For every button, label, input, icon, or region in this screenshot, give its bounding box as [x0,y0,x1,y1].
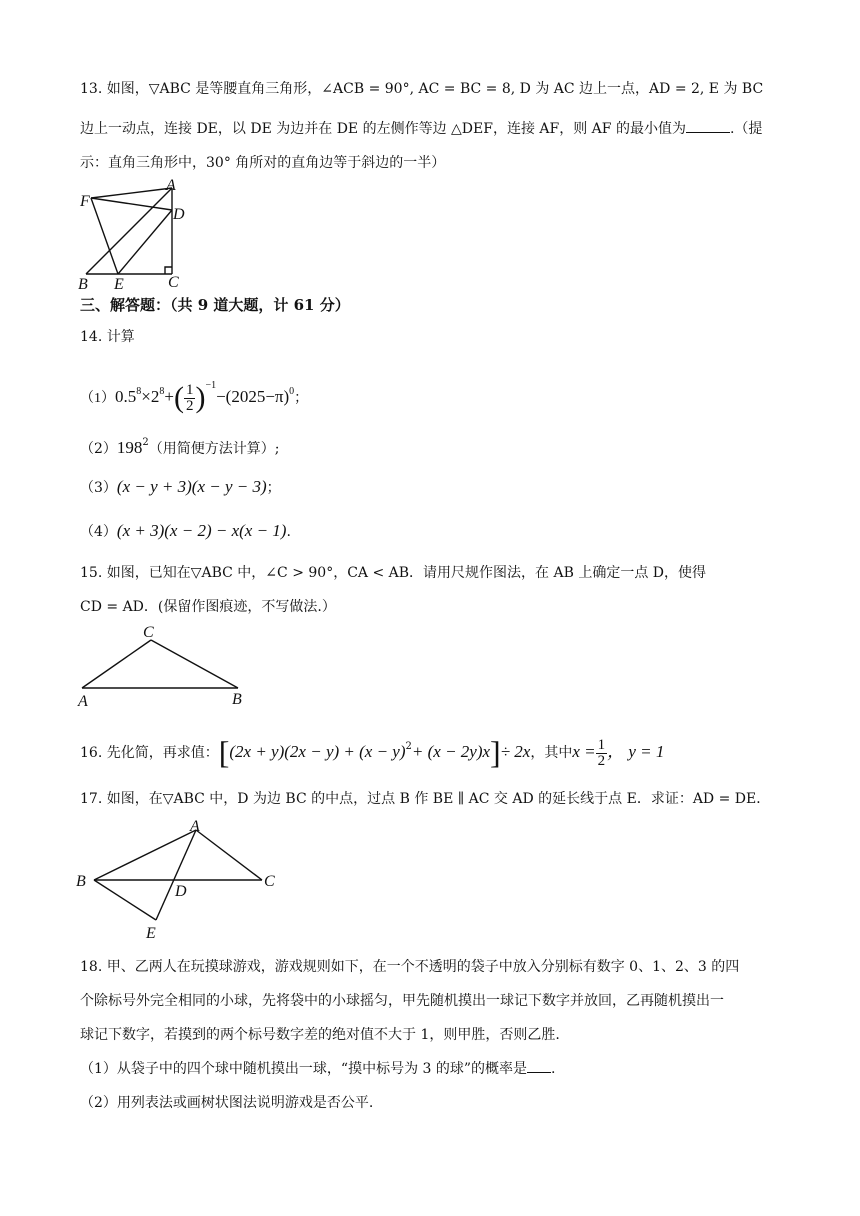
q18-p1-tail: . [551,1061,556,1077]
q13-line-1: 13. 如图，▽ABC 是等腰直角三角形，∠ACB = 90°, AC = BC = 8, D 为 AC 边上一点，AD = 2, E 为 BC [80,81,764,97]
q14-p4-end: . [286,524,291,540]
q14-p4-label: （4） [80,524,117,540]
q16-y-eq: ， y = 1 [607,742,665,761]
q13-seg-FE [91,198,118,274]
q14-p3-label: （3） [80,480,117,496]
q16-rbracket: ] [490,734,501,770]
q13-answer-blank[interactable] [686,118,730,133]
q13-line-2-text: 边上一动点，连接 DE，以 DE 为边并在 DE 的左侧作等边 △DEF，连接 AF，则 AF 的最小值为 [80,121,686,137]
q13-seg-FA [91,188,172,198]
q14-p3-end: ； [266,480,281,496]
q13-right-angle-mark [165,267,172,274]
q17-label-C: C [264,873,275,890]
q15-label-A: A [78,693,88,710]
q14-p1-exp-0: 0 [289,386,295,397]
q18-line-3: 球记下数字，若摸到的两个标号数字差的绝对值不大于 1，则甲胜，否则乙胜. [80,1027,560,1043]
section-3-heading: 三、解答题：（共 9 道大题，计 61 分） [80,296,350,314]
q14-p4-expr: (x + 3)(x − 2) − x(x − 1) [116,521,287,540]
q18-part-2: （2）用列表法或画树状图法说明游戏是否公平. [80,1095,374,1111]
q14-part-3 [80,476,281,499]
q13-line-3: 示：直角三角形中，30° 角所对的直角边等于斜边的一半） [80,155,446,171]
q18-part-1 [80,1058,555,1080]
q14-p2-note: （用简便方法计算）; [148,441,280,457]
q14-p1-rparen: ) [195,381,206,414]
q13-figure [78,176,188,291]
q18-p1-text: （1）从袋子中的四个球中随机摸出一球，“摸中标号为 3 的球”的概率是 [80,1061,528,1077]
q13-label-D: D [173,206,185,223]
q15-seg-AC [82,640,151,688]
q17-seg-BE [94,880,156,920]
q17-label-B: B [76,873,86,890]
q14-p1-label: （1） [80,391,115,406]
q14-p1-exp-neg: −1 [205,380,217,391]
q13-seg-DE [118,210,172,274]
q17-seg-AE [156,830,196,920]
q16-lead: 16. 先化简，再求值： [80,745,219,761]
q14-p2-label: （2） [80,441,117,457]
q18-line-1: 18. 甲、乙两人在玩摸球游戏，游戏规则如下，在一个不透明的袋子中放入分别标有数字 0、1、2、3 的四 [80,959,740,975]
q16-where: ，其中 [530,745,573,761]
q16-expr-c: ÷ 2x [500,742,531,761]
q14-part-2 [80,432,280,460]
q13-label-F: F [80,193,90,210]
q14-p1-exp-b: 8 [159,386,165,397]
q17-seg-AC [196,830,262,880]
q14-p1-plus: + [164,387,174,406]
q14-p1-num: 1 [185,381,194,398]
q16-x-den: 2 [597,752,606,769]
q15-line-2: CD = AD．(保留作图痕迹，不写做法.） [80,599,336,615]
q16-expr-exp: 2 [405,741,412,752]
q17-label-A: A [190,818,200,835]
q14-p1-exp-a: 8 [136,386,142,397]
q13-label-E: E [114,276,124,293]
q17-label-D: D [175,883,187,900]
q14-p1-minus: −(2025−π) [216,387,290,406]
q16-x-eq: x = [572,742,596,761]
q15-label-B: B [232,691,242,708]
q15-figure [74,622,254,710]
q14-p1-times: ×2 [141,387,160,406]
q17-label-E: E [146,925,156,942]
q14-part-1 [80,366,309,414]
q13-label-B: B [78,276,88,293]
q14-p1-lparen: ( [173,381,184,414]
q16-lbracket: [ [218,734,230,770]
q16-expr-b: + (x − 2y)x [411,742,491,761]
q17-seg-BA [94,830,196,880]
q14-p1-den: 2 [185,397,194,414]
q13-label-C: C [168,274,179,291]
q14-title: 14. 计算 [80,329,135,345]
q15-line-1: 15. 如图，已知在▽ABC 中，∠C > 90°，CA < AB．请用尺规作图法，在 AB 上确定一点 D，使得 [80,565,707,581]
q18-answer-blank[interactable] [527,1058,551,1073]
q18-line-2: 个除标号外完全相同的小球，先将袋中的小球摇匀，甲先随机摸出一球记下数字并放回，乙再随机摸出一 [80,993,724,1009]
q17-line-1: 17. 如图，在▽ABC 中，D 为边 BC 的中点，过点 B 作 BE ∥ AC 交 AD 的延长线于点 E．求证：AD = DE． [80,791,771,807]
q13-line-2-tail: .（提 [729,121,763,137]
q16-x-fraction [596,738,608,769]
q14-part-4 [80,520,291,543]
q14-p1-fraction [184,383,196,414]
q14-p2-exp: 2 [142,437,149,448]
q14-p2-base: 198 [116,438,143,457]
q13-label-A: A [166,177,176,194]
q16-line [80,728,665,770]
q14-p1-base: 0.5 [115,387,137,406]
q15-label-C: C [143,624,154,641]
q14-p3-expr: (x − y + 3)(x − y − 3) [116,477,267,496]
q13-line-2 [80,118,762,140]
q16-x-num: 1 [597,736,606,753]
q17-figure [74,816,284,946]
q15-seg-CB [151,640,238,688]
q14-p1-end: ； [294,391,309,406]
q16-expr-a: (2x + y)(2x − y) + (x − y) [229,742,406,761]
